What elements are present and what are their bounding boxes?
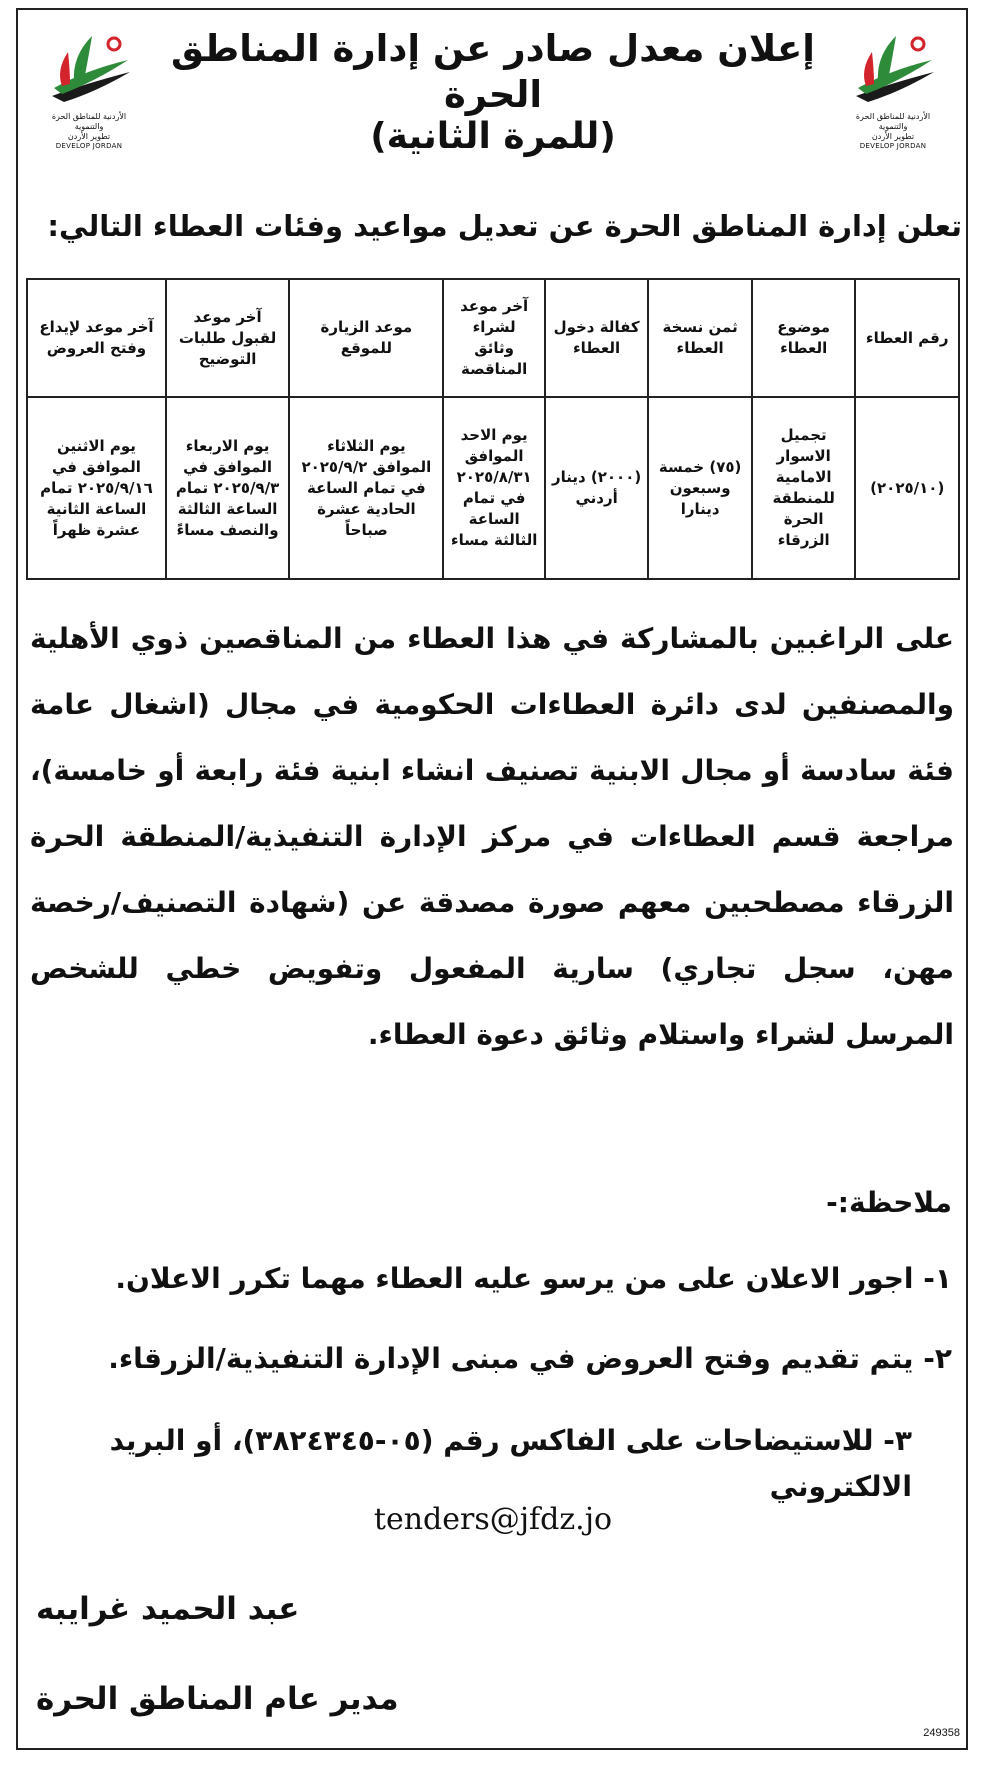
- header-tender-subject: موضوع العطاء: [752, 279, 856, 397]
- logo-brand-en: DEVELOP JORDAN: [859, 142, 927, 150]
- header-tender-number: رقم العطاء: [855, 279, 959, 397]
- signatory-name: عبد الحميد غرايبه: [36, 1591, 300, 1627]
- cell-tender-subject: تجميل الاسوار الامامية للمنطقة الحرة الزرقاء: [752, 397, 856, 579]
- logo-caption-ar: الأردنية للمناطق الحرة والتنموية: [51, 112, 127, 131]
- cell-entry-guarantee: (٢٠٠٠) دينار أردني: [545, 397, 649, 579]
- cell-submission-deadline: يوم الاثنين الموافق في ٢٠٢٥/٩/١٦ تمام الساعة الثانية عشرة ظهراً: [27, 397, 166, 579]
- cell-clarification-deadline: يوم الاربعاء الموافق في ٢٠٢٥/٩/٣ تمام الساعة الثالثة والنصف مساءً: [166, 397, 289, 579]
- logo-caption-ar: الأردنية للمناطق الحرة والتنموية: [855, 112, 931, 131]
- note-item: ٣- للاستيضاحات على الفاكس رقم (٠٥-٣٨٢٤٣٤٥)، أو البريد الالكتروني: [109, 1424, 912, 1503]
- announcement-title: إعلان معدل صادر عن إدارة المناطق الحرة: [171, 27, 815, 116]
- logo-brand-en: DEVELOP JORDAN: [55, 142, 123, 150]
- logo-brand-ar: تطوير الأردن: [67, 132, 111, 141]
- header-purchase-deadline: آخر موعد لشراء وثائق المناقصة: [443, 279, 544, 397]
- ad-reference-code: 249358: [923, 1727, 960, 1739]
- cell-tender-number: (٢٠٢٥/١٠): [855, 397, 959, 579]
- cell-site-visit: يوم الثلاثاء الموافق ٢٠٢٥/٩/٢ في تمام الساعة الحادية عشرة صباحاً: [289, 397, 443, 579]
- header-entry-guarantee: كفالة دخول العطاء: [545, 279, 649, 397]
- header-site-visit: موعد الزيارة للموقع: [289, 279, 443, 397]
- announcement-subtitle: (للمرة الثانية): [370, 116, 616, 157]
- intro-line: تعلن إدارة المناطق الحرة عن تعديل مواعيد وفئات العطاء التالي:: [47, 209, 962, 243]
- develop-jordan-logo-right: [848, 26, 938, 156]
- note-item: ٢- يتم تقديم وفتح العروض في مبنى الإدارة التنفيذية/الزرقاء.: [108, 1342, 952, 1375]
- contact-email[interactable]: tenders@jfdz.jo: [373, 1502, 613, 1537]
- notes-heading: ملاحظة:-: [826, 1186, 952, 1219]
- header-clarification-deadline: آخر موعد لقبول طلبات التوضيح: [166, 279, 289, 397]
- cell-copy-price: (٧٥) خمسة وسبعون دينارا: [648, 397, 752, 579]
- note-item: ١- اجور الاعلان على من يرسو عليه العطاء مهما تكرر الاعلان.: [115, 1262, 952, 1295]
- header-copy-price: ثمن نسخة العطاء: [648, 279, 752, 397]
- header-submission-deadline: آخر موعد لإيداع وفتح العروض: [27, 279, 166, 397]
- develop-jordan-logo-left: [44, 26, 134, 156]
- table-row: [27, 397, 959, 579]
- table-header-row: [27, 279, 959, 397]
- signatory-title: مدير عام المناطق الحرة: [36, 1681, 399, 1717]
- cell-purchase-deadline: يوم الاحد الموافق ٢٠٢٥/٨/٣١ في تمام الساعة الثالثة مساء: [443, 397, 544, 579]
- tender-table: [26, 278, 960, 580]
- logo-emblem-icon: [848, 26, 938, 108]
- logo-brand-ar: تطوير الأردن: [871, 132, 915, 141]
- eligibility-paragraph: على الراغبين بالمشاركة في هذا العطاء من المناقصين ذوي الأهلية والمصنفين لدى دائرة العطاءات الحكومية في مجال (اشغال عامة فئة سادسة أو مجال الابنية تصنيف انشاء ابنية فئة رابعة أو خامسة)، مراجعة قسم العطاءات في مركز الإدارة التنفيذية/المنطقة الحرة الزرقاء مصطحبين معهم صورة مصدقة عن (شهادة التصنيف/رخصة مهن، سجل تجاري) سارية المفعول وتفويض خطي للشخص المرسل لشراء واستلام وثائق دعوة العطاء.: [30, 622, 954, 1051]
- logo-emblem-icon: [44, 26, 134, 108]
